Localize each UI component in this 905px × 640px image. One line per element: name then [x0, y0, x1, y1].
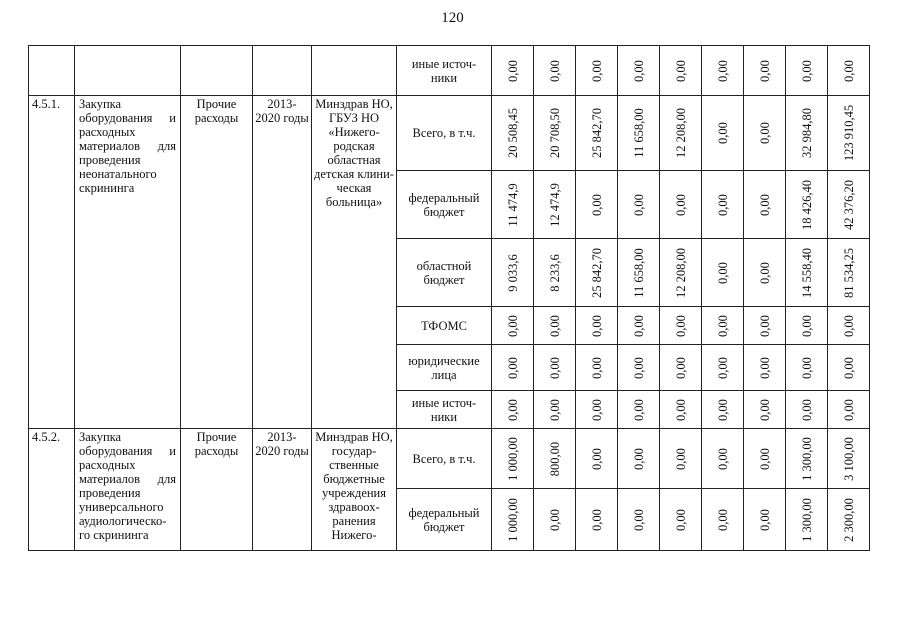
measure-name-line: проведения	[79, 486, 141, 500]
amount-cell	[828, 345, 870, 391]
measure-code: 4.5.2.	[29, 429, 75, 551]
amount-value: 0,00	[757, 314, 772, 337]
table-body	[29, 46, 870, 551]
amount-cell	[786, 391, 828, 429]
amount-cell	[534, 46, 576, 96]
amount-value: 1 000,00	[505, 497, 520, 542]
amount-cell	[534, 391, 576, 429]
amount-cell	[828, 239, 870, 307]
amount-cell	[786, 239, 828, 307]
measure-name-line: материалов для	[79, 472, 176, 486]
amount-value: 3 100,00	[841, 436, 856, 481]
amount-cell	[492, 489, 534, 551]
amount-cell	[576, 391, 618, 429]
amount-cell	[744, 429, 786, 489]
amount-cell	[618, 46, 660, 96]
amount-cell	[576, 239, 618, 307]
amount-value: 0,00	[715, 447, 730, 470]
amount-value: 0,00	[505, 59, 520, 82]
amount-value: 1 300,00	[799, 436, 814, 481]
amount-cell	[786, 171, 828, 239]
amount-cell	[828, 46, 870, 96]
amount-value: 81 534,25	[841, 247, 856, 298]
measure-name-line: Закупка	[79, 97, 122, 111]
amount-value: 0,00	[589, 447, 604, 470]
amount-value: 20 708,50	[547, 108, 562, 158]
amount-cell	[744, 391, 786, 429]
amount-value: 0,00	[841, 356, 856, 379]
amount-cell	[702, 171, 744, 239]
amount-cell	[492, 239, 534, 307]
amount-value: 0,00	[757, 356, 772, 379]
amount-cell	[660, 345, 702, 391]
amount-value: 0,00	[673, 59, 688, 82]
amount-value: 18 426,40	[799, 179, 814, 230]
amount-value: 0,00	[631, 356, 646, 379]
implementation-years: 2013-2020 годы	[253, 429, 312, 551]
amount-cell	[828, 171, 870, 239]
amount-cell	[744, 307, 786, 345]
implementation-years: 2013-2020 годы	[253, 96, 312, 429]
page-number: 120	[441, 10, 464, 26]
amount-value: 42 376,20	[841, 179, 856, 230]
amount-cell	[828, 391, 870, 429]
amount-value: 0,00	[547, 508, 562, 531]
measure-name-line: скрининга	[79, 181, 135, 195]
amount-value: 0,00	[673, 508, 688, 531]
expense-type: Прочие расходы	[181, 96, 253, 429]
amount-cell	[702, 96, 744, 171]
amount-value: 12 208,00	[673, 247, 688, 298]
funding-source: федеральный бюджет	[397, 171, 492, 239]
amount-value: 12 474,9	[547, 182, 562, 227]
amount-cell	[702, 489, 744, 551]
amount-cell	[702, 46, 744, 96]
amount-cell	[744, 96, 786, 171]
amount-value: 0,00	[589, 398, 604, 421]
amount-value: 25 842,70	[589, 108, 604, 158]
amount-value: 1 000,00	[505, 436, 520, 481]
amount-cell	[534, 96, 576, 171]
amount-cell	[828, 489, 870, 551]
amount-value: 0,00	[505, 314, 520, 337]
table-row	[29, 46, 870, 96]
amount-value: 0,00	[841, 314, 856, 337]
amount-value: 0,00	[673, 447, 688, 470]
amount-cell	[492, 391, 534, 429]
amount-value: 32 984,80	[799, 108, 814, 158]
amount-value: 0,00	[631, 193, 646, 216]
amount-value: 123 910,45	[841, 104, 856, 162]
amount-cell	[786, 46, 828, 96]
amount-cell	[786, 429, 828, 489]
amount-value: 0,00	[757, 398, 772, 421]
amount-cell	[618, 391, 660, 429]
expense-type: Прочие расходы	[181, 429, 253, 551]
amount-cell	[534, 345, 576, 391]
amount-value: 0,00	[757, 193, 772, 216]
amount-value: 0,00	[547, 314, 562, 337]
responsible-organization: Минздрав НО, ГБУЗ НО «Нижего-родская областная детская клини-ческая больница»	[312, 96, 397, 429]
amount-cell	[660, 96, 702, 171]
amount-cell	[660, 489, 702, 551]
funding-source: ТФОМС	[397, 307, 492, 345]
amount-cell	[660, 171, 702, 239]
amount-value: 9 033,6	[505, 253, 520, 292]
implementation-years	[253, 46, 312, 96]
table-row	[29, 429, 870, 489]
amount-cell	[618, 489, 660, 551]
amount-value: 11 474,9	[505, 182, 520, 227]
amount-value: 20 508,45	[505, 108, 520, 158]
amount-value: 0,00	[673, 356, 688, 379]
amount-value: 0,00	[673, 314, 688, 337]
measure-name-line: оборудования и	[79, 444, 176, 458]
amount-cell	[618, 345, 660, 391]
amount-value: 0,00	[757, 122, 772, 144]
amount-cell	[492, 171, 534, 239]
amount-value: 14 558,40	[799, 247, 814, 298]
amount-cell	[492, 345, 534, 391]
measure-name-line: Закупка	[79, 430, 122, 444]
amount-value: 25 842,70	[589, 247, 604, 298]
measure-name-line: го скрининга	[79, 528, 149, 542]
amount-cell	[618, 171, 660, 239]
amount-value: 0,00	[589, 314, 604, 337]
amount-cell	[786, 489, 828, 551]
amount-value: 0,00	[673, 398, 688, 421]
measure-name	[75, 96, 181, 429]
amount-value: 0,00	[505, 356, 520, 379]
amount-value: 0,00	[589, 508, 604, 531]
amount-value: 1 300,00	[799, 497, 814, 542]
amount-value: 0,00	[673, 193, 688, 216]
amount-value: 0,00	[631, 447, 646, 470]
amount-cell	[660, 429, 702, 489]
amount-cell	[828, 307, 870, 345]
amount-cell	[576, 345, 618, 391]
amount-value: 0,00	[757, 59, 772, 82]
amount-cell	[618, 429, 660, 489]
amount-cell	[534, 171, 576, 239]
amount-value: 800,00	[547, 441, 562, 476]
amount-cell	[660, 391, 702, 429]
amount-value: 0,00	[841, 398, 856, 421]
measure-name-line: проведения	[79, 153, 141, 167]
amount-value: 0,00	[715, 314, 730, 337]
amount-value: 0,00	[757, 447, 772, 470]
measure-code	[29, 46, 75, 96]
table-row	[29, 96, 870, 171]
measure-name	[75, 429, 181, 551]
measure-name-line: оборудования и	[79, 111, 176, 125]
amount-cell	[618, 239, 660, 307]
budget-table	[28, 45, 870, 551]
amount-value: 12 208,00	[673, 108, 688, 158]
amount-value: 0,00	[799, 314, 814, 337]
amount-value: 0,00	[715, 398, 730, 421]
amount-cell	[702, 307, 744, 345]
measure-name-line: универсального	[79, 500, 164, 514]
amount-value: 0,00	[631, 398, 646, 421]
amount-cell	[828, 96, 870, 171]
amount-cell	[744, 46, 786, 96]
measure-name-line: материалов для	[79, 139, 176, 153]
amount-value: 0,00	[547, 356, 562, 379]
amount-cell	[576, 489, 618, 551]
amount-cell	[492, 46, 534, 96]
measure-code: 4.5.1.	[29, 96, 75, 429]
amount-cell	[702, 239, 744, 307]
funding-source: Всего, в т.ч.	[397, 429, 492, 489]
amount-cell	[702, 391, 744, 429]
amount-cell	[576, 46, 618, 96]
funding-source: областной бюджет	[397, 239, 492, 307]
amount-cell	[786, 345, 828, 391]
funding-source: федеральный бюджет	[397, 489, 492, 551]
responsible-organization	[312, 46, 397, 96]
amount-value: 0,00	[799, 398, 814, 421]
amount-cell	[534, 307, 576, 345]
amount-cell	[576, 429, 618, 489]
amount-cell	[660, 239, 702, 307]
amount-cell	[744, 239, 786, 307]
amount-value: 2 300,00	[841, 497, 856, 542]
measure-name-line: аудиологическо-	[79, 514, 167, 528]
amount-value: 0,00	[505, 398, 520, 421]
amount-cell	[702, 345, 744, 391]
amount-cell	[744, 489, 786, 551]
expense-type	[181, 46, 253, 96]
amount-value: 0,00	[799, 59, 814, 82]
measure-name-line: неонатального	[79, 167, 157, 181]
measure-name	[75, 46, 181, 96]
amount-value: 0,00	[715, 508, 730, 531]
amount-value: 0,00	[799, 356, 814, 379]
amount-cell	[534, 239, 576, 307]
amount-cell	[576, 307, 618, 345]
amount-cell	[786, 307, 828, 345]
amount-value: 0,00	[589, 59, 604, 82]
amount-value: 8 233,6	[547, 253, 562, 292]
amount-value: 0,00	[631, 508, 646, 531]
funding-source: юридические лица	[397, 345, 492, 391]
amount-cell	[618, 96, 660, 171]
amount-value: 0,00	[547, 59, 562, 82]
amount-cell	[828, 429, 870, 489]
amount-value: 0,00	[715, 261, 730, 284]
measure-name-line: расходных	[79, 125, 136, 139]
amount-value: 0,00	[757, 508, 772, 531]
amount-value: 11 658,00	[631, 108, 646, 158]
amount-cell	[786, 96, 828, 171]
amount-value: 0,00	[841, 59, 856, 82]
amount-value: 0,00	[589, 356, 604, 379]
amount-cell	[660, 46, 702, 96]
amount-cell	[534, 429, 576, 489]
amount-cell	[534, 489, 576, 551]
measure-name-line: расходных	[79, 458, 136, 472]
amount-cell	[576, 171, 618, 239]
amount-value: 0,00	[631, 314, 646, 337]
amount-cell	[492, 429, 534, 489]
amount-cell	[744, 171, 786, 239]
amount-value: 0,00	[757, 261, 772, 284]
amount-value: 0,00	[631, 59, 646, 82]
amount-cell	[702, 429, 744, 489]
funding-source: Всего, в т.ч.	[397, 96, 492, 171]
amount-cell	[660, 307, 702, 345]
amount-cell	[492, 96, 534, 171]
amount-cell	[492, 307, 534, 345]
amount-value: 0,00	[715, 59, 730, 82]
funding-source: иные источ-ники	[397, 46, 492, 96]
amount-cell	[618, 307, 660, 345]
amount-value: 11 658,00	[631, 247, 646, 298]
funding-source: иные источ-ники	[397, 391, 492, 429]
amount-cell	[576, 96, 618, 171]
amount-value: 0,00	[547, 398, 562, 421]
amount-value: 0,00	[715, 122, 730, 144]
amount-value: 0,00	[589, 193, 604, 216]
amount-cell	[744, 345, 786, 391]
responsible-organization: Минздрав НО, государ-ственные бюджетные учреждения здравоох-ранения Нижего-	[312, 429, 397, 551]
amount-value: 0,00	[715, 356, 730, 379]
amount-value: 0,00	[715, 193, 730, 216]
